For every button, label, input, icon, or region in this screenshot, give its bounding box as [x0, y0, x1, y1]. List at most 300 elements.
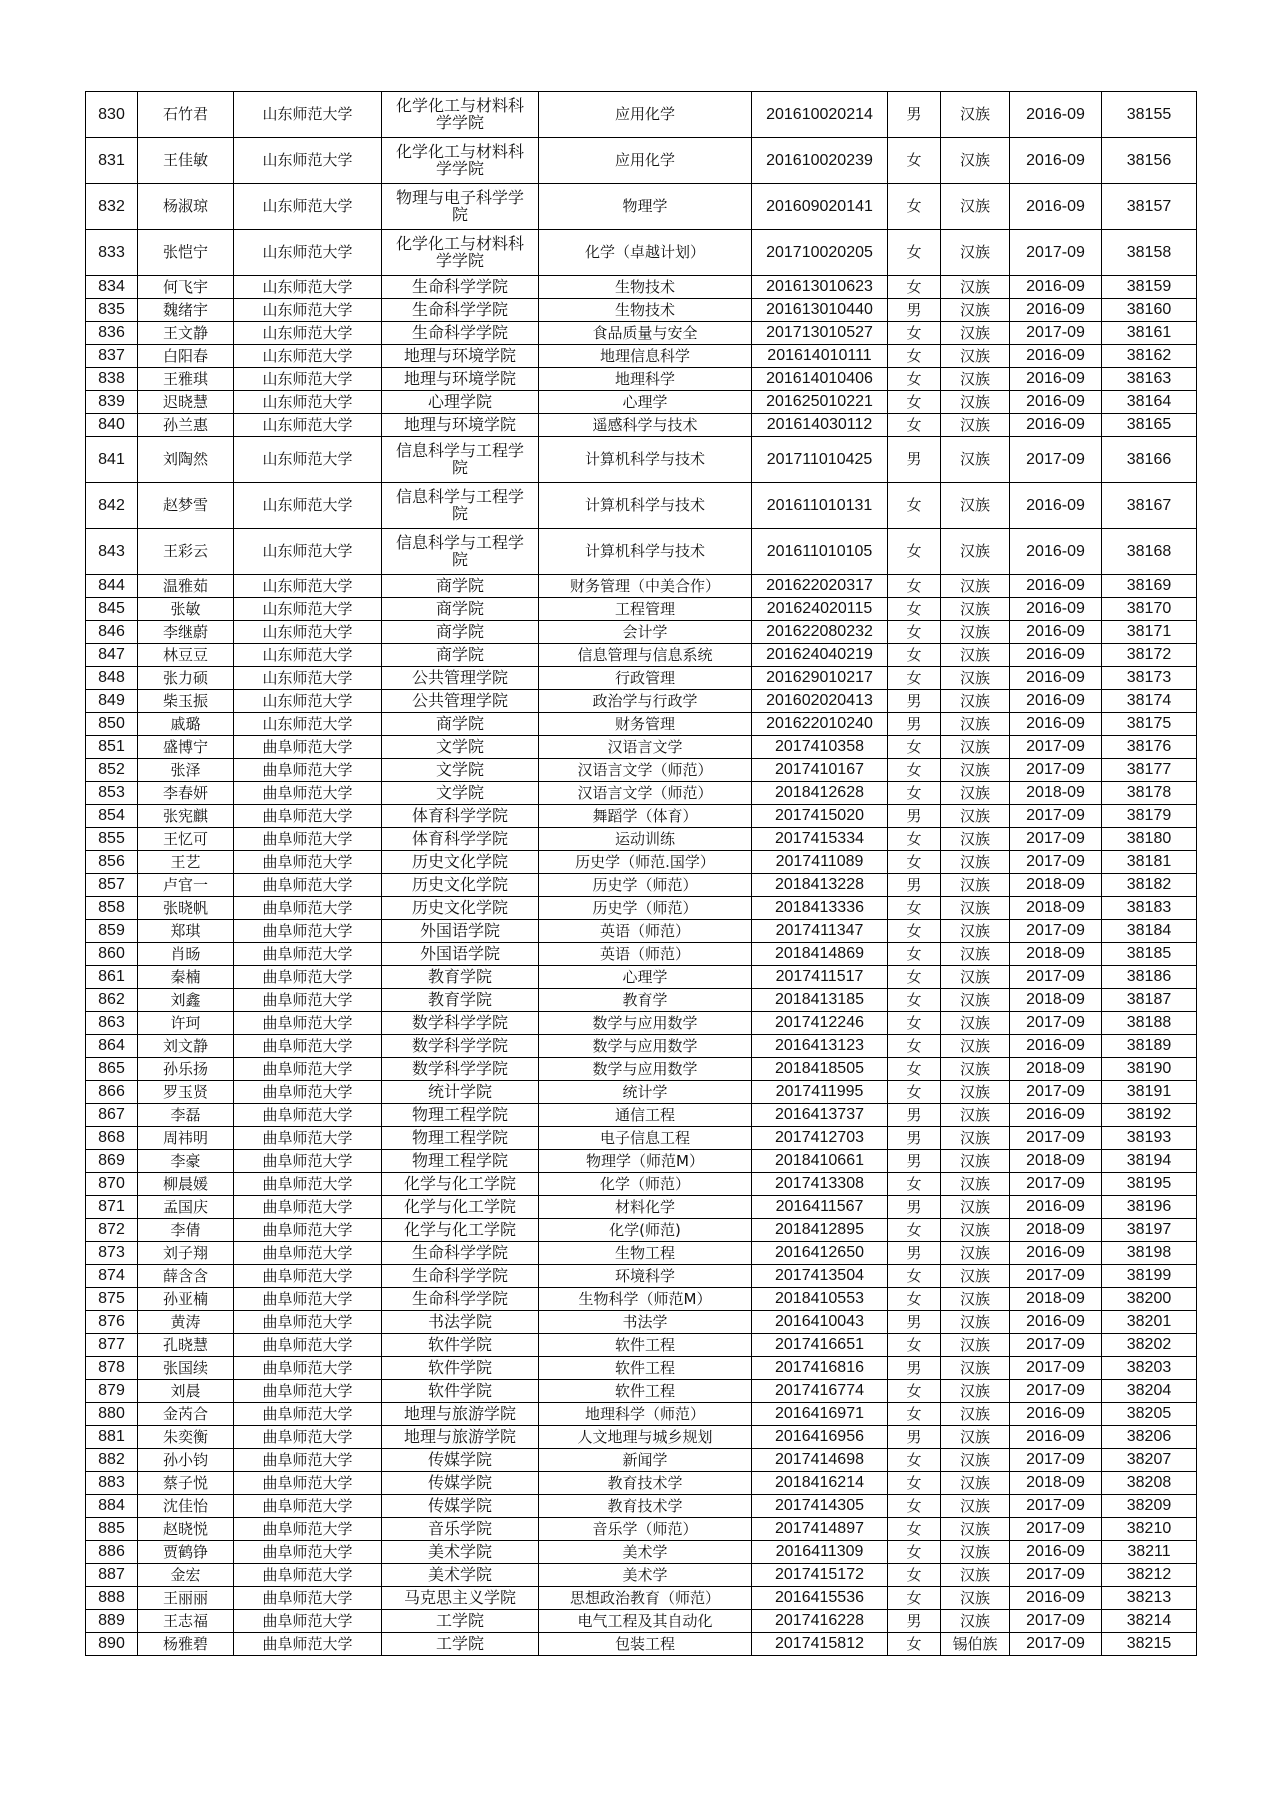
gender-cell: 女	[888, 782, 941, 805]
row-number-cell: 846	[86, 621, 138, 644]
row-number-cell: 851	[86, 736, 138, 759]
row-number-cell: 837	[86, 345, 138, 368]
university-cell: 山东师范大学	[234, 621, 382, 644]
record-number-cell: 38215	[1102, 1633, 1197, 1656]
gender-cell: 女	[888, 1380, 941, 1403]
college-cell	[382, 391, 539, 414]
university-cell: 曲阜师范大学	[234, 1334, 382, 1357]
row-number-cell: 861	[86, 966, 138, 989]
college-cell	[382, 1265, 539, 1288]
university-cell: 曲阜师范大学	[234, 805, 382, 828]
table-row	[86, 1449, 1197, 1472]
ethnicity-cell: 汉族	[941, 1219, 1010, 1242]
enrollment-date-cell: 2016-09	[1010, 345, 1102, 368]
student-name-cell: 赵晓悦	[138, 1518, 234, 1541]
university-cell: 曲阜师范大学	[234, 1426, 382, 1449]
student-name-cell: 王彩云	[138, 529, 234, 575]
record-number-cell: 38178	[1102, 782, 1197, 805]
student-id-cell: 2018412895	[752, 1219, 888, 1242]
row-number-cell: 842	[86, 483, 138, 529]
student-id-cell: 201622020317	[752, 575, 888, 598]
college-cell	[382, 299, 539, 322]
gender-cell: 女	[888, 368, 941, 391]
record-number-cell: 38172	[1102, 644, 1197, 667]
college-text: 数学科学学院	[411, 1012, 508, 1032]
major-cell: 软件工程	[539, 1380, 752, 1403]
university-cell: 曲阜师范大学	[234, 920, 382, 943]
university-cell: 山东师范大学	[234, 368, 382, 391]
college-cell	[382, 1196, 539, 1219]
student-name-cell: 郑琪	[138, 920, 234, 943]
record-number-cell: 38179	[1102, 805, 1197, 828]
major-cell: 工程管理	[539, 598, 752, 621]
student-id-cell: 2017416228	[752, 1610, 888, 1633]
gender-cell: 女	[888, 1541, 941, 1564]
ethnicity-cell: 汉族	[941, 1564, 1010, 1587]
university-cell: 曲阜师范大学	[234, 897, 382, 920]
row-number-cell: 848	[86, 667, 138, 690]
table-row	[86, 1012, 1197, 1035]
record-number-cell: 38182	[1102, 874, 1197, 897]
enrollment-date-cell: 2017-09	[1010, 1610, 1102, 1633]
student-name-cell: 王艺	[138, 851, 234, 874]
row-number-cell: 884	[86, 1495, 138, 1518]
enrollment-date-cell: 2017-09	[1010, 1380, 1102, 1403]
student-id-cell: 201624040219	[752, 644, 888, 667]
university-cell: 山东师范大学	[234, 138, 382, 184]
enrollment-date-cell: 2018-09	[1010, 1219, 1102, 1242]
college-text: 文学院	[435, 736, 484, 756]
student-id-cell: 201602020413	[752, 690, 888, 713]
college-text: 外国语学院	[419, 920, 500, 940]
ethnicity-cell: 汉族	[941, 184, 1010, 230]
ethnicity-cell: 汉族	[941, 1288, 1010, 1311]
table-row	[86, 1380, 1197, 1403]
table-row	[86, 713, 1197, 736]
college-text: 物理工程学院	[411, 1104, 508, 1124]
gender-cell: 男	[888, 299, 941, 322]
record-number-cell: 38188	[1102, 1012, 1197, 1035]
college-text: 工学院	[435, 1633, 484, 1653]
row-number-cell: 878	[86, 1357, 138, 1380]
ethnicity-cell: 汉族	[941, 1541, 1010, 1564]
enrollment-date-cell: 2017-09	[1010, 1495, 1102, 1518]
enrollment-date-cell: 2016-09	[1010, 1587, 1102, 1610]
student-name-cell: 张泽	[138, 759, 234, 782]
gender-cell: 男	[888, 1104, 941, 1127]
enrollment-date-cell: 2017-09	[1010, 828, 1102, 851]
gender-cell: 男	[888, 1150, 941, 1173]
student-id-cell: 2017412703	[752, 1127, 888, 1150]
student-name-cell: 何飞宇	[138, 276, 234, 299]
student-name-cell: 柳晨媛	[138, 1173, 234, 1196]
table-row	[86, 1104, 1197, 1127]
gender-cell: 女	[888, 989, 941, 1012]
university-cell: 曲阜师范大学	[234, 1035, 382, 1058]
major-cell: 地理信息科学	[539, 345, 752, 368]
record-number-cell: 38159	[1102, 276, 1197, 299]
record-number-cell: 38197	[1102, 1219, 1197, 1242]
student-id-cell: 2017415020	[752, 805, 888, 828]
college-cell	[382, 1288, 539, 1311]
college-cell	[382, 1311, 539, 1334]
record-number-cell: 38206	[1102, 1426, 1197, 1449]
enrollment-date-cell: 2016-09	[1010, 92, 1102, 138]
major-cell: 生物技术	[539, 276, 752, 299]
student-id-cell: 201611010131	[752, 483, 888, 529]
college-text: 化学与化工学院	[403, 1173, 516, 1193]
ethnicity-cell: 汉族	[941, 1357, 1010, 1380]
ethnicity-cell: 汉族	[941, 920, 1010, 943]
table-row	[86, 598, 1197, 621]
gender-cell: 女	[888, 322, 941, 345]
university-cell: 曲阜师范大学	[234, 1449, 382, 1472]
university-cell: 山东师范大学	[234, 713, 382, 736]
college-text: 商学院	[435, 621, 484, 641]
row-number-cell: 862	[86, 989, 138, 1012]
ethnicity-cell: 汉族	[941, 1403, 1010, 1426]
college-cell	[382, 322, 539, 345]
student-name-cell: 刘晨	[138, 1380, 234, 1403]
row-number-cell: 863	[86, 1012, 138, 1035]
university-cell: 曲阜师范大学	[234, 1127, 382, 1150]
student-name-cell: 李磊	[138, 1104, 234, 1127]
gender-cell: 女	[888, 621, 941, 644]
college-text: 生命科学学院	[411, 1288, 508, 1308]
enrollment-date-cell: 2016-09	[1010, 598, 1102, 621]
table-row	[86, 1426, 1197, 1449]
ethnicity-cell: 汉族	[941, 391, 1010, 414]
university-cell: 曲阜师范大学	[234, 1495, 382, 1518]
table-row	[86, 276, 1197, 299]
table-row	[86, 1495, 1197, 1518]
table-row	[86, 644, 1197, 667]
ethnicity-cell: 汉族	[941, 736, 1010, 759]
student-name-cell: 石竹君	[138, 92, 234, 138]
row-number-cell: 874	[86, 1265, 138, 1288]
student-name-cell: 张国续	[138, 1357, 234, 1380]
row-number-cell: 866	[86, 1081, 138, 1104]
major-cell: 思想政治教育（师范）	[539, 1587, 752, 1610]
university-cell: 山东师范大学	[234, 690, 382, 713]
major-cell: 音乐学（师范）	[539, 1518, 752, 1541]
college-text: 地理与环境学院	[403, 368, 516, 388]
student-name-cell: 温雅茹	[138, 575, 234, 598]
ethnicity-cell: 汉族	[941, 644, 1010, 667]
table-row	[86, 483, 1197, 529]
record-number-cell: 38161	[1102, 322, 1197, 345]
enrollment-date-cell: 2016-09	[1010, 1541, 1102, 1564]
gender-cell: 女	[888, 1012, 941, 1035]
college-text: 公共管理学院	[411, 667, 508, 687]
ethnicity-cell: 汉族	[941, 299, 1010, 322]
row-number-cell: 867	[86, 1104, 138, 1127]
row-number-cell: 849	[86, 690, 138, 713]
ethnicity-cell: 汉族	[941, 437, 1010, 483]
ethnicity-cell: 汉族	[941, 345, 1010, 368]
enrollment-date-cell: 2017-09	[1010, 1564, 1102, 1587]
university-cell: 山东师范大学	[234, 299, 382, 322]
ethnicity-cell: 汉族	[941, 759, 1010, 782]
ethnicity-cell: 汉族	[941, 1012, 1010, 1035]
table-row	[86, 1564, 1197, 1587]
university-cell: 山东师范大学	[234, 276, 382, 299]
gender-cell: 男	[888, 1610, 941, 1633]
ethnicity-cell: 汉族	[941, 1472, 1010, 1495]
major-cell: 计算机科学与技术	[539, 437, 752, 483]
gender-cell: 男	[888, 713, 941, 736]
gender-cell: 女	[888, 1633, 941, 1656]
student-id-cell: 2017411517	[752, 966, 888, 989]
row-number-cell: 844	[86, 575, 138, 598]
gender-cell: 女	[888, 138, 941, 184]
ethnicity-cell: 汉族	[941, 874, 1010, 897]
table-row	[86, 1472, 1197, 1495]
student-name-cell: 杨淑琼	[138, 184, 234, 230]
table-row	[86, 989, 1197, 1012]
student-id-cell: 2017412246	[752, 1012, 888, 1035]
student-name-cell: 王忆可	[138, 828, 234, 851]
major-cell: 汉语言文学（师范）	[539, 759, 752, 782]
gender-cell: 男	[888, 874, 941, 897]
college-text: 生命科学学院	[411, 322, 508, 342]
college-text: 信息科学与工程学院	[395, 532, 524, 569]
table-row	[86, 1633, 1197, 1656]
student-name-cell: 王佳敏	[138, 138, 234, 184]
table-row	[86, 1518, 1197, 1541]
student-name-cell: 盛博宁	[138, 736, 234, 759]
student-id-cell: 201713010527	[752, 322, 888, 345]
university-cell: 曲阜师范大学	[234, 1196, 382, 1219]
college-text: 体育科学学院	[411, 805, 508, 825]
enrollment-date-cell: 2016-09	[1010, 1242, 1102, 1265]
enrollment-date-cell: 2016-09	[1010, 1196, 1102, 1219]
college-cell	[382, 1334, 539, 1357]
gender-cell: 女	[888, 1564, 941, 1587]
gender-cell: 女	[888, 575, 941, 598]
record-number-cell: 38194	[1102, 1150, 1197, 1173]
table-row	[86, 92, 1197, 138]
college-text: 化学与化工学院	[403, 1196, 516, 1216]
student-id-cell: 2016410043	[752, 1311, 888, 1334]
major-cell: 应用化学	[539, 138, 752, 184]
university-cell: 曲阜师范大学	[234, 736, 382, 759]
row-number-cell: 847	[86, 644, 138, 667]
student-name-cell: 孙小钧	[138, 1449, 234, 1472]
table-row	[86, 1288, 1197, 1311]
college-text: 地理与旅游学院	[403, 1426, 516, 1446]
college-text: 外国语学院	[419, 943, 500, 963]
college-text: 地理与环境学院	[403, 414, 516, 434]
university-cell: 山东师范大学	[234, 529, 382, 575]
record-number-cell: 38168	[1102, 529, 1197, 575]
university-cell: 曲阜师范大学	[234, 1357, 382, 1380]
university-cell: 曲阜师范大学	[234, 1104, 382, 1127]
student-id-cell: 2017411347	[752, 920, 888, 943]
college-text: 传媒学院	[427, 1495, 492, 1515]
college-cell	[382, 575, 539, 598]
table-row	[86, 1150, 1197, 1173]
college-cell	[382, 782, 539, 805]
gender-cell: 女	[888, 184, 941, 230]
college-text: 地理与环境学院	[403, 345, 516, 365]
row-number-cell: 843	[86, 529, 138, 575]
table-row	[86, 736, 1197, 759]
university-cell: 曲阜师范大学	[234, 1633, 382, 1656]
table-row	[86, 138, 1197, 184]
record-number-cell: 38171	[1102, 621, 1197, 644]
student-name-cell: 刘文静	[138, 1035, 234, 1058]
college-text: 历史文化学院	[411, 897, 508, 917]
major-cell: 计算机科学与技术	[539, 483, 752, 529]
row-number-cell: 835	[86, 299, 138, 322]
major-cell: 教育技术学	[539, 1472, 752, 1495]
student-name-cell: 刘鑫	[138, 989, 234, 1012]
major-cell: 运动训练	[539, 828, 752, 851]
table-row	[86, 437, 1197, 483]
university-cell: 山东师范大学	[234, 230, 382, 276]
student-id-cell: 2016416971	[752, 1403, 888, 1426]
college-cell	[382, 230, 539, 276]
college-text: 心理学院	[427, 391, 492, 411]
table-row	[86, 782, 1197, 805]
student-id-cell: 2018416214	[752, 1472, 888, 1495]
enrollment-date-cell: 2018-09	[1010, 874, 1102, 897]
college-text: 音乐学院	[427, 1518, 492, 1538]
row-number-cell: 869	[86, 1150, 138, 1173]
enrollment-date-cell: 2017-09	[1010, 1518, 1102, 1541]
university-cell: 曲阜师范大学	[234, 1288, 382, 1311]
record-number-cell: 38163	[1102, 368, 1197, 391]
student-name-cell: 王志福	[138, 1610, 234, 1633]
enrollment-date-cell: 2018-09	[1010, 1058, 1102, 1081]
major-cell: 会计学	[539, 621, 752, 644]
enrollment-date-cell: 2017-09	[1010, 230, 1102, 276]
enrollment-date-cell: 2017-09	[1010, 1334, 1102, 1357]
table-row	[86, 1127, 1197, 1150]
student-id-cell: 201622010240	[752, 713, 888, 736]
enrollment-date-cell: 2018-09	[1010, 782, 1102, 805]
table-row	[86, 1081, 1197, 1104]
major-cell: 地理科学（师范）	[539, 1403, 752, 1426]
major-cell: 软件工程	[539, 1357, 752, 1380]
gender-cell: 女	[888, 1265, 941, 1288]
student-id-cell: 2018414869	[752, 943, 888, 966]
college-cell	[382, 713, 539, 736]
table-row	[86, 414, 1197, 437]
row-number-cell: 865	[86, 1058, 138, 1081]
college-cell	[382, 483, 539, 529]
student-id-cell: 201614030112	[752, 414, 888, 437]
enrollment-date-cell: 2016-09	[1010, 713, 1102, 736]
student-name-cell: 刘子翔	[138, 1242, 234, 1265]
university-cell: 曲阜师范大学	[234, 851, 382, 874]
ethnicity-cell: 汉族	[941, 529, 1010, 575]
student-name-cell: 孙兰惠	[138, 414, 234, 437]
gender-cell: 女	[888, 1035, 941, 1058]
student-id-cell: 2017416774	[752, 1380, 888, 1403]
university-cell: 曲阜师范大学	[234, 1564, 382, 1587]
college-cell	[382, 644, 539, 667]
college-text: 体育科学学院	[411, 828, 508, 848]
student-name-cell: 迟晓慧	[138, 391, 234, 414]
student-name-cell: 杨雅碧	[138, 1633, 234, 1656]
college-cell	[382, 1219, 539, 1242]
college-text: 商学院	[435, 598, 484, 618]
row-number-cell: 855	[86, 828, 138, 851]
row-number-cell: 876	[86, 1311, 138, 1334]
table-row	[86, 184, 1197, 230]
college-text: 书法学院	[427, 1311, 492, 1331]
major-cell: 计算机科学与技术	[539, 529, 752, 575]
major-cell: 物理学	[539, 184, 752, 230]
college-cell	[382, 276, 539, 299]
university-cell: 曲阜师范大学	[234, 1058, 382, 1081]
table-row	[86, 1196, 1197, 1219]
gender-cell: 女	[888, 1081, 941, 1104]
ethnicity-cell: 汉族	[941, 1380, 1010, 1403]
student-id-cell: 201625010221	[752, 391, 888, 414]
college-cell	[382, 759, 539, 782]
gender-cell: 女	[888, 230, 941, 276]
student-id-cell: 2017415172	[752, 1564, 888, 1587]
college-cell	[382, 1541, 539, 1564]
college-cell	[382, 1587, 539, 1610]
table-row	[86, 1334, 1197, 1357]
record-number-cell: 38198	[1102, 1242, 1197, 1265]
enrollment-date-cell: 2018-09	[1010, 989, 1102, 1012]
major-cell: 历史学（师范.国学）	[539, 851, 752, 874]
table-row	[86, 1219, 1197, 1242]
college-cell	[382, 1495, 539, 1518]
enrollment-date-cell: 2017-09	[1010, 736, 1102, 759]
gender-cell: 女	[888, 920, 941, 943]
ethnicity-cell: 汉族	[941, 1311, 1010, 1334]
university-cell: 曲阜师范大学	[234, 1173, 382, 1196]
university-cell: 曲阜师范大学	[234, 1610, 382, 1633]
ethnicity-cell: 汉族	[941, 1610, 1010, 1633]
table-row	[86, 1403, 1197, 1426]
student-id-cell: 2016413123	[752, 1035, 888, 1058]
university-cell: 山东师范大学	[234, 184, 382, 230]
student-id-cell: 2017415812	[752, 1633, 888, 1656]
record-number-cell: 38211	[1102, 1541, 1197, 1564]
major-cell: 英语（师范）	[539, 943, 752, 966]
record-number-cell: 38189	[1102, 1035, 1197, 1058]
student-id-cell: 201614010111	[752, 345, 888, 368]
major-cell: 地理科学	[539, 368, 752, 391]
college-text: 生命科学学院	[411, 1265, 508, 1285]
table-row	[86, 1265, 1197, 1288]
student-name-cell: 周祎明	[138, 1127, 234, 1150]
student-id-cell: 2017416816	[752, 1357, 888, 1380]
row-number-cell: 854	[86, 805, 138, 828]
table-row	[86, 621, 1197, 644]
record-number-cell: 38204	[1102, 1380, 1197, 1403]
student-id-cell: 201711010425	[752, 437, 888, 483]
student-name-cell: 孙亚楠	[138, 1288, 234, 1311]
college-text: 商学院	[435, 713, 484, 733]
gender-cell: 女	[888, 1288, 941, 1311]
ethnicity-cell: 汉族	[941, 1334, 1010, 1357]
ethnicity-cell: 汉族	[941, 230, 1010, 276]
college-cell	[382, 897, 539, 920]
row-number-cell: 856	[86, 851, 138, 874]
student-id-cell: 2018413228	[752, 874, 888, 897]
college-cell	[382, 345, 539, 368]
enrollment-date-cell: 2017-09	[1010, 1127, 1102, 1150]
college-cell	[382, 184, 539, 230]
